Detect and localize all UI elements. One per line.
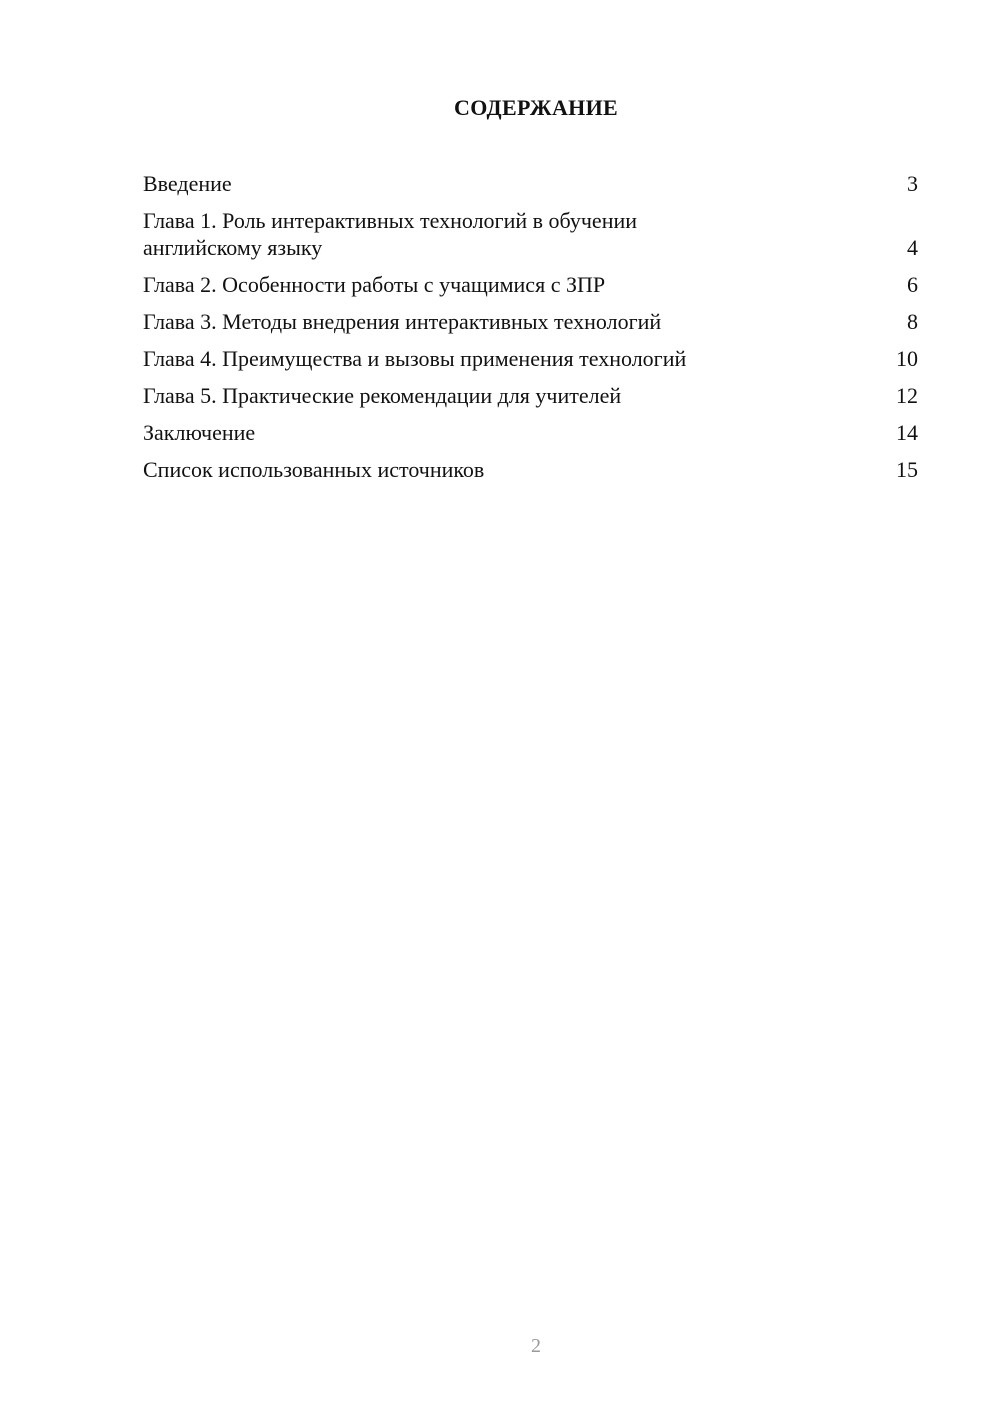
page-number: 2 bbox=[531, 1335, 541, 1357]
toc-entry-label: Глава 4. Преимущества и вызовы применения технологий bbox=[143, 346, 687, 371]
toc-entry-label: Введение bbox=[143, 171, 232, 196]
toc-entry-label: Глава 3. Методы внедрения интерактивных технологий bbox=[143, 309, 662, 334]
toc-entry-label: Глава 5. Практические рекомендации для учителей bbox=[143, 383, 622, 408]
toc-entry-page: 12 bbox=[896, 383, 918, 408]
toc-entry-page: 15 bbox=[896, 457, 918, 482]
toc-entry-page: 14 bbox=[896, 420, 918, 445]
toc-entry-chapter-1 bbox=[143, 207, 918, 261]
toc-entry-label: Глава 1. Роль интерактивных технологий в обучении английскому языку bbox=[143, 208, 638, 260]
toc-entry-conclusion bbox=[143, 419, 918, 446]
toc-entry-chapter-2 bbox=[143, 271, 918, 298]
table-of-contents bbox=[143, 170, 918, 493]
toc-entry-label: Заключение bbox=[143, 420, 256, 445]
toc-entry-introduction bbox=[143, 170, 918, 197]
toc-entry-page: 3 bbox=[907, 171, 918, 196]
toc-entry-label: Список использованных источников bbox=[143, 457, 485, 482]
toc-entry-chapter-3 bbox=[143, 308, 918, 335]
page-title: СОДЕРЖАНИЕ bbox=[454, 95, 618, 120]
toc-entry-chapter-5 bbox=[143, 382, 918, 409]
toc-entry-references bbox=[143, 456, 918, 483]
toc-entry-page: 4 bbox=[907, 235, 918, 260]
toc-entry-label: Глава 2. Особенности работы с учащимися с ЗПР bbox=[143, 272, 606, 297]
toc-entry-page: 6 bbox=[907, 272, 918, 297]
toc-entry-page: 8 bbox=[907, 309, 918, 334]
toc-entry-page: 10 bbox=[896, 346, 918, 371]
toc-entry-chapter-4 bbox=[143, 345, 918, 372]
